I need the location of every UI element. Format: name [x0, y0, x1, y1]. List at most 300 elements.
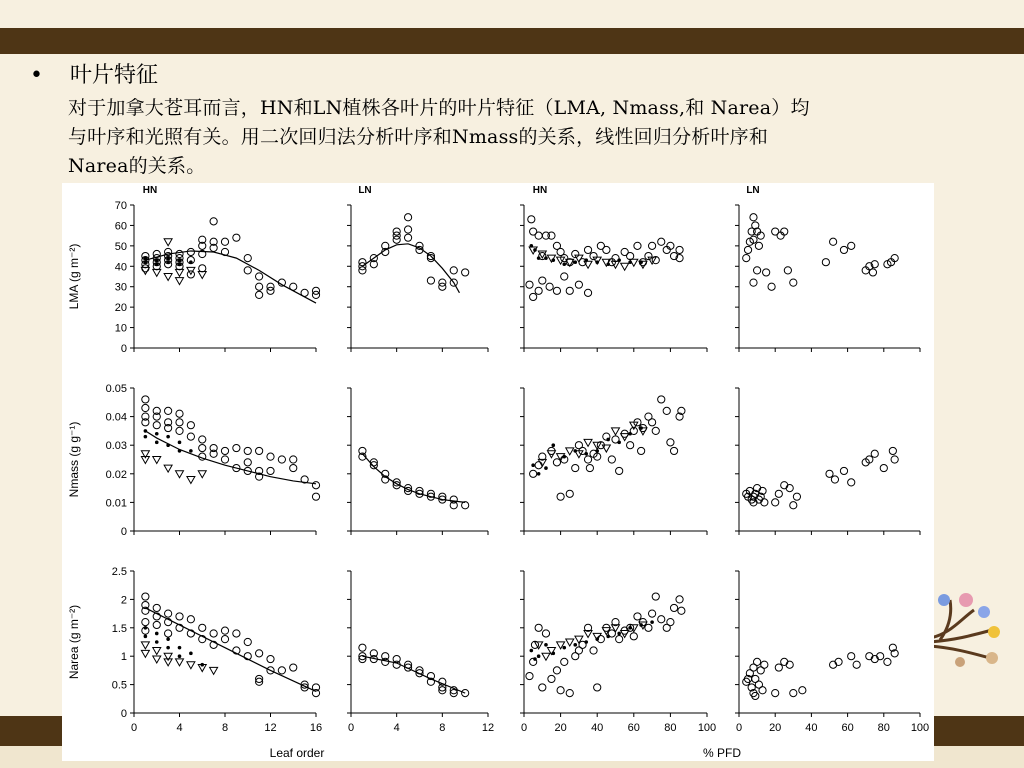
filled-dot-point: [551, 443, 555, 447]
filled-dot-point: [155, 441, 159, 445]
filled-dot-point: [584, 258, 588, 262]
open-triangle-point: [210, 667, 218, 674]
open-triangle-point: [164, 274, 172, 281]
bullet-heading: [30, 58, 158, 89]
open-circle-point: [256, 273, 263, 280]
open-circle-point: [153, 422, 160, 429]
open-circle-point: [763, 269, 770, 276]
open-circle-point: [233, 234, 240, 241]
open-circle-point: [404, 214, 411, 221]
open-circle-point: [603, 246, 610, 253]
x-tick-label: 0: [735, 722, 743, 734]
open-circle-point: [658, 238, 665, 245]
filled-dot-point: [155, 432, 159, 436]
open-circle-point: [404, 226, 411, 233]
open-circle-point: [526, 672, 533, 679]
open-circle-point: [244, 459, 251, 466]
x-tick-label: 60: [841, 722, 854, 734]
bullet-title: 叶片特征: [70, 63, 159, 88]
filled-dot-point: [144, 435, 148, 439]
open-circle-point: [793, 493, 800, 500]
open-circle-point: [638, 447, 645, 454]
open-circle-point: [142, 404, 149, 411]
y-tick-label: 70: [114, 200, 127, 212]
scatter-chart-grid: [62, 183, 934, 761]
open-circle-point: [278, 667, 285, 674]
open-circle-point: [750, 214, 757, 221]
filled-dot-point: [573, 260, 577, 264]
open-circle-point: [256, 283, 263, 290]
open-circle-point: [670, 447, 677, 454]
paragraph-line-2: 与叶序和光照有关。用二次回归法分析叶序和Nmass的关系，线性回归分析叶序和: [68, 126, 769, 148]
filled-dot-point: [562, 646, 566, 650]
column-title: HN: [142, 185, 158, 196]
y-tick-label: 2.5: [111, 566, 127, 578]
open-circle-point: [594, 684, 601, 691]
column-title: LN: [358, 185, 372, 196]
filled-dot-point: [606, 635, 610, 639]
open-circle-point: [176, 419, 183, 426]
open-triangle-point: [612, 428, 620, 435]
x-tick-label: 40: [805, 722, 818, 734]
filled-dot-point: [155, 258, 159, 262]
filled-dot-point: [155, 640, 159, 644]
open-triangle-point: [621, 263, 629, 270]
column-title: LN: [746, 185, 760, 196]
open-circle-point: [142, 593, 149, 600]
filled-dot-point: [606, 438, 610, 442]
filled-dot-point: [573, 643, 577, 647]
filled-dot-point: [650, 620, 654, 624]
filled-dot-point: [595, 637, 599, 641]
open-circle-point: [199, 265, 206, 272]
open-circle-point: [790, 690, 797, 697]
open-circle-point: [784, 267, 791, 274]
open-circle-point: [535, 287, 542, 294]
open-circle-point: [221, 447, 228, 454]
open-circle-point: [658, 396, 665, 403]
open-circle-point: [772, 499, 779, 506]
filled-dot-point: [166, 260, 170, 264]
open-circle-point: [871, 450, 878, 457]
filled-dot-point: [155, 262, 159, 266]
filled-dot-point: [155, 632, 159, 636]
open-circle-point: [176, 427, 183, 434]
open-circle-point: [566, 287, 573, 294]
open-circle-point: [553, 667, 560, 674]
open-circle-point: [404, 234, 411, 241]
open-triangle-point: [176, 471, 184, 478]
open-circle-point: [233, 444, 240, 451]
tree-branch-flowers-icon: [930, 590, 1024, 680]
x-tick-label: 0: [520, 722, 528, 734]
open-circle-point: [557, 493, 564, 500]
open-circle-point: [312, 482, 319, 489]
filled-dot-point: [562, 455, 566, 459]
open-circle-point: [869, 269, 876, 276]
open-circle-point: [768, 283, 775, 290]
filled-dot-point: [562, 262, 566, 266]
filled-dot-point: [537, 472, 541, 476]
open-circle-point: [584, 289, 591, 296]
filled-dot-point: [617, 441, 621, 445]
open-circle-point: [199, 624, 206, 631]
open-circle-point: [590, 647, 597, 654]
x-tick-label: 16: [309, 722, 323, 734]
filled-dot-point: [533, 248, 537, 252]
y-axis-label: Nmass (g g⁻¹): [67, 421, 81, 498]
open-circle-point: [290, 664, 297, 671]
open-circle-point: [290, 456, 297, 463]
open-circle-point: [535, 232, 542, 239]
open-triangle-point: [141, 642, 149, 649]
x-tick-label: 60: [627, 722, 640, 734]
open-circle-point: [187, 616, 194, 623]
open-circle-point: [199, 444, 206, 451]
open-circle-point: [743, 255, 750, 262]
filled-dot-point: [584, 640, 588, 644]
open-circle-point: [584, 246, 591, 253]
open-circle-point: [153, 621, 160, 628]
open-circle-point: [530, 293, 537, 300]
filled-dot-point: [166, 637, 170, 641]
paragraph-line-1: 对于加拿大苍耳而言，HN和LN植株各叶片的叶片特征（LMA, Nmass,和 Narea）均: [68, 97, 810, 119]
filled-dot-point: [537, 654, 541, 658]
open-circle-point: [608, 456, 615, 463]
open-circle-point: [561, 658, 568, 665]
open-circle-point: [649, 419, 656, 426]
y-tick-label: 0.01: [105, 497, 127, 510]
open-triangle-point: [198, 471, 206, 478]
y-tick-label: 1.5: [111, 622, 127, 635]
open-circle-point: [616, 636, 623, 643]
open-triangle-point: [542, 653, 550, 660]
open-circle-point: [790, 502, 797, 509]
filled-dot-point: [531, 463, 535, 467]
x-tick-label: 80: [877, 722, 890, 734]
open-triangle-point: [153, 269, 161, 276]
open-circle-point: [256, 650, 263, 657]
open-circle-point: [210, 218, 217, 225]
filled-dot-point: [595, 449, 599, 453]
open-circle-point: [663, 407, 670, 414]
open-circle-point: [676, 596, 683, 603]
open-circle-point: [539, 684, 546, 691]
open-circle-point: [427, 277, 434, 284]
y-tick-label: 30: [114, 281, 127, 294]
filled-dot-point: [606, 262, 610, 266]
open-triangle-point: [187, 662, 195, 669]
open-triangle-point: [141, 650, 149, 657]
filled-dot-point: [617, 632, 621, 636]
regression-fit-line: [362, 454, 465, 503]
y-tick-label: 20: [114, 302, 127, 315]
open-circle-point: [462, 502, 469, 509]
filled-dot-point: [639, 260, 643, 264]
open-circle-point: [221, 238, 228, 245]
open-circle-point: [670, 604, 677, 611]
y-tick-label: 0.02: [105, 468, 127, 481]
open-circle-point: [290, 464, 297, 471]
open-circle-point: [884, 658, 891, 665]
open-triangle-point: [575, 636, 583, 643]
open-circle-point: [278, 456, 285, 463]
open-circle-point: [462, 269, 469, 276]
filled-dot-point: [189, 652, 193, 656]
y-tick-label: 40: [114, 261, 127, 274]
open-circle-point: [840, 467, 847, 474]
open-circle-point: [799, 687, 806, 694]
open-circle-point: [678, 607, 685, 614]
y-tick-label: 0: [120, 708, 127, 720]
open-circle-point: [755, 242, 762, 249]
x-tick-label: 12: [481, 722, 495, 734]
filled-dot-point: [200, 663, 204, 667]
open-circle-point: [775, 490, 782, 497]
open-triangle-point: [153, 457, 161, 464]
filled-dot-point: [628, 260, 632, 264]
open-circle-point: [557, 687, 564, 694]
open-circle-point: [548, 675, 555, 682]
bullet-symbol: •: [30, 63, 43, 88]
filled-dot-point: [544, 466, 548, 470]
open-circle-point: [634, 613, 641, 620]
open-circle-point: [221, 456, 228, 463]
filled-dot-point: [189, 449, 193, 453]
open-circle-point: [176, 613, 183, 620]
open-circle-point: [645, 624, 652, 631]
x-tick-label: 20: [554, 722, 567, 734]
open-circle-point: [176, 410, 183, 417]
open-circle-point: [775, 664, 782, 671]
x-tick-label: 20: [769, 722, 782, 734]
open-circle-point: [153, 604, 160, 611]
filled-dot-point: [639, 623, 643, 627]
open-circle-point: [649, 242, 656, 249]
open-circle-point: [244, 447, 251, 454]
open-circle-point: [530, 470, 537, 477]
x-axis-label: % PFD: [702, 746, 742, 760]
open-circle-point: [165, 407, 172, 414]
column-title: HN: [532, 185, 548, 196]
open-circle-point: [359, 644, 366, 651]
open-circle-point: [848, 479, 855, 486]
filled-dot-point: [166, 256, 170, 260]
paragraph-line-3: Narea的关系。: [68, 155, 206, 177]
x-tick-label: 8: [221, 722, 229, 734]
open-circle-point: [616, 467, 623, 474]
open-circle-point: [142, 396, 149, 403]
open-circle-point: [553, 287, 560, 294]
open-circle-point: [889, 447, 896, 454]
open-circle-point: [221, 636, 228, 643]
y-tick-label: 60: [114, 220, 127, 233]
open-circle-point: [848, 653, 855, 660]
open-triangle-point: [187, 477, 195, 484]
open-triangle-point: [176, 278, 184, 285]
top-band: [0, 0, 1024, 28]
figure-panel: [62, 183, 934, 761]
open-circle-point: [526, 281, 533, 288]
open-circle-point: [244, 638, 251, 645]
regression-fit-line: [362, 656, 465, 693]
open-circle-point: [754, 267, 761, 274]
y-tick-label: 2: [120, 594, 127, 607]
open-triangle-point: [176, 659, 184, 666]
open-circle-point: [244, 267, 251, 274]
open-circle-point: [267, 655, 274, 662]
open-circle-point: [652, 593, 659, 600]
open-circle-point: [830, 238, 837, 245]
y-tick-label: 0.04: [105, 411, 127, 424]
open-circle-point: [142, 619, 149, 626]
open-triangle-point: [566, 448, 574, 455]
open-circle-point: [853, 661, 860, 668]
open-circle-point: [546, 283, 553, 290]
y-tick-label: 0: [120, 343, 127, 355]
open-circle-point: [450, 267, 457, 274]
filled-dot-point: [144, 260, 148, 264]
open-circle-point: [561, 273, 568, 280]
open-circle-point: [572, 464, 579, 471]
open-circle-point: [630, 633, 637, 640]
open-circle-point: [165, 610, 172, 617]
open-circle-point: [199, 436, 206, 443]
open-circle-point: [627, 252, 634, 259]
filled-dot-point: [628, 626, 632, 630]
filled-dot-point: [144, 626, 148, 630]
filled-dot-point: [544, 256, 548, 260]
filled-dot-point: [178, 262, 182, 266]
filled-dot-point: [628, 432, 632, 436]
open-circle-point: [566, 690, 573, 697]
open-circle-point: [312, 493, 319, 500]
x-tick-label: 8: [439, 722, 446, 734]
open-triangle-point: [153, 648, 161, 655]
description-paragraph: [68, 94, 1008, 181]
open-triangle-point: [164, 239, 172, 246]
filled-dot-point: [595, 260, 599, 264]
open-circle-point: [539, 277, 546, 284]
open-circle-point: [649, 610, 656, 617]
open-circle-point: [652, 427, 659, 434]
open-circle-point: [187, 422, 194, 429]
open-circle-point: [744, 246, 751, 253]
open-circle-point: [548, 232, 555, 239]
open-triangle-point: [602, 445, 610, 452]
open-circle-point: [754, 658, 761, 665]
open-triangle-point: [584, 439, 592, 446]
open-circle-point: [761, 661, 768, 668]
open-circle-point: [256, 447, 263, 454]
filled-dot-point: [178, 646, 182, 650]
filled-dot-point: [166, 646, 170, 650]
x-axis-label: Leaf order: [269, 746, 325, 760]
open-triangle-point: [566, 639, 574, 646]
y-tick-label: 0.5: [111, 679, 127, 692]
filled-dot-point: [617, 258, 621, 262]
open-circle-point: [233, 630, 240, 637]
open-circle-point: [187, 248, 194, 255]
filled-dot-point: [144, 635, 148, 639]
filled-dot-point: [537, 256, 541, 260]
open-circle-point: [772, 690, 779, 697]
open-triangle-point: [153, 656, 161, 663]
open-circle-point: [667, 439, 674, 446]
open-triangle-point: [198, 271, 206, 278]
filled-dot-point: [189, 260, 193, 264]
header-bar: [0, 28, 1024, 54]
open-circle-point: [575, 281, 582, 288]
open-circle-point: [822, 259, 829, 266]
open-circle-point: [586, 464, 593, 471]
open-circle-point: [210, 630, 217, 637]
open-circle-point: [840, 246, 847, 253]
open-circle-point: [750, 279, 757, 286]
open-circle-point: [535, 624, 542, 631]
open-circle-point: [165, 630, 172, 637]
filled-dot-point: [551, 258, 555, 262]
open-triangle-point: [176, 269, 184, 276]
x-tick-label: 100: [697, 722, 717, 734]
x-tick-label: 80: [664, 722, 677, 734]
x-tick-label: 40: [591, 722, 604, 734]
open-circle-point: [826, 470, 833, 477]
open-circle-point: [790, 279, 797, 286]
open-circle-point: [528, 216, 535, 223]
open-circle-point: [634, 242, 641, 249]
y-tick-label: 0.03: [105, 440, 127, 453]
y-axis-label: LMA (g m⁻²): [67, 243, 81, 310]
filled-dot-point: [166, 435, 170, 439]
y-axis-label: Narea (g m⁻²): [67, 604, 81, 680]
open-triangle-point: [164, 465, 172, 472]
open-circle-point: [221, 627, 228, 634]
open-circle-point: [658, 616, 665, 623]
filled-dot-point: [533, 657, 537, 661]
x-tick-label: 4: [176, 722, 183, 734]
x-tick-label: 4: [393, 722, 400, 734]
open-circle-point: [880, 464, 887, 471]
open-circle-point: [676, 246, 683, 253]
open-circle-point: [759, 687, 766, 694]
open-circle-point: [667, 619, 674, 626]
y-tick-label: 1: [120, 651, 127, 664]
open-circle-point: [267, 453, 274, 460]
filled-dot-point: [584, 452, 588, 456]
open-circle-point: [831, 476, 838, 483]
filled-dot-point: [178, 258, 182, 262]
open-circle-point: [267, 467, 274, 474]
x-tick-label: 12: [264, 722, 277, 734]
x-tick-label: 0: [130, 722, 138, 734]
open-circle-point: [542, 630, 549, 637]
filled-dot-point: [530, 649, 534, 653]
open-circle-point: [627, 442, 634, 449]
filled-dot-point: [551, 652, 555, 656]
open-circle-point: [566, 490, 573, 497]
y-tick-label: 0.05: [105, 383, 127, 395]
x-tick-label: 100: [910, 722, 930, 734]
open-circle-point: [584, 456, 591, 463]
filled-dot-point: [544, 643, 548, 647]
open-circle-point: [848, 242, 855, 249]
y-tick-label: 50: [114, 240, 127, 253]
y-tick-label: 0: [120, 526, 127, 538]
open-circle-point: [187, 433, 194, 440]
open-circle-point: [256, 291, 263, 298]
open-circle-point: [891, 456, 898, 463]
